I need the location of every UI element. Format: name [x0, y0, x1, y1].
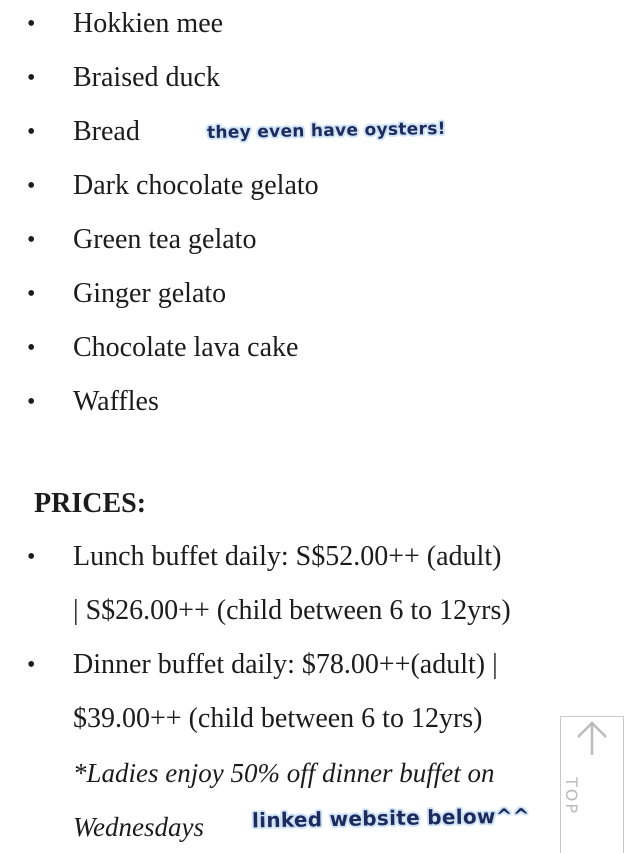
dinner-price-line: Dinner buffet daily: $78.00++(adult) | — [73, 649, 498, 680]
bullet-icon: • — [27, 389, 36, 415]
bullet-icon: • — [27, 281, 36, 307]
menu-item-label: Braised duck — [73, 62, 220, 93]
dinner-price-line-continued: $39.00++ (child between 6 to 12yrs) — [73, 703, 483, 734]
menu-item-label: Ginger gelato — [73, 278, 227, 309]
oysters-sticker: they even have oysters! — [206, 118, 446, 144]
bullet-icon: • — [27, 65, 36, 91]
website-sticker: linked website below^^ — [251, 803, 531, 833]
menu-item-label: Dark chocolate gelato — [73, 170, 319, 201]
bullet-icon: • — [27, 227, 36, 253]
bullet-icon: • — [27, 652, 36, 678]
bullet-icon: • — [27, 335, 36, 361]
menu-item-label: Chocolate lava cake — [73, 332, 299, 363]
bullet-icon: • — [27, 119, 36, 145]
bullet-icon: • — [27, 544, 36, 570]
top-label: TOP — [562, 777, 581, 816]
menu-item-label: Hokkien mee — [73, 8, 224, 39]
ladies-note-line: *Ladies enjoy 50% off dinner buffet on — [73, 758, 495, 788]
scroll-to-top-button[interactable] — [560, 716, 624, 853]
menu-item-label: Bread — [73, 116, 140, 147]
bullet-icon: • — [27, 11, 36, 37]
ladies-note-line-continued: Wednesdays — [73, 812, 204, 842]
prices-heading: PRICES: — [34, 488, 147, 519]
menu-item-label: Green tea gelato — [73, 224, 257, 255]
menu-item-label: Waffles — [73, 386, 159, 417]
lunch-price-line-continued: | S$26.00++ (child between 6 to 12yrs) — [73, 595, 511, 626]
arrow-up-icon — [569, 717, 615, 757]
lunch-price-line: Lunch buffet daily: S$52.00++ (adult) — [73, 541, 502, 572]
bullet-icon: • — [27, 173, 36, 199]
